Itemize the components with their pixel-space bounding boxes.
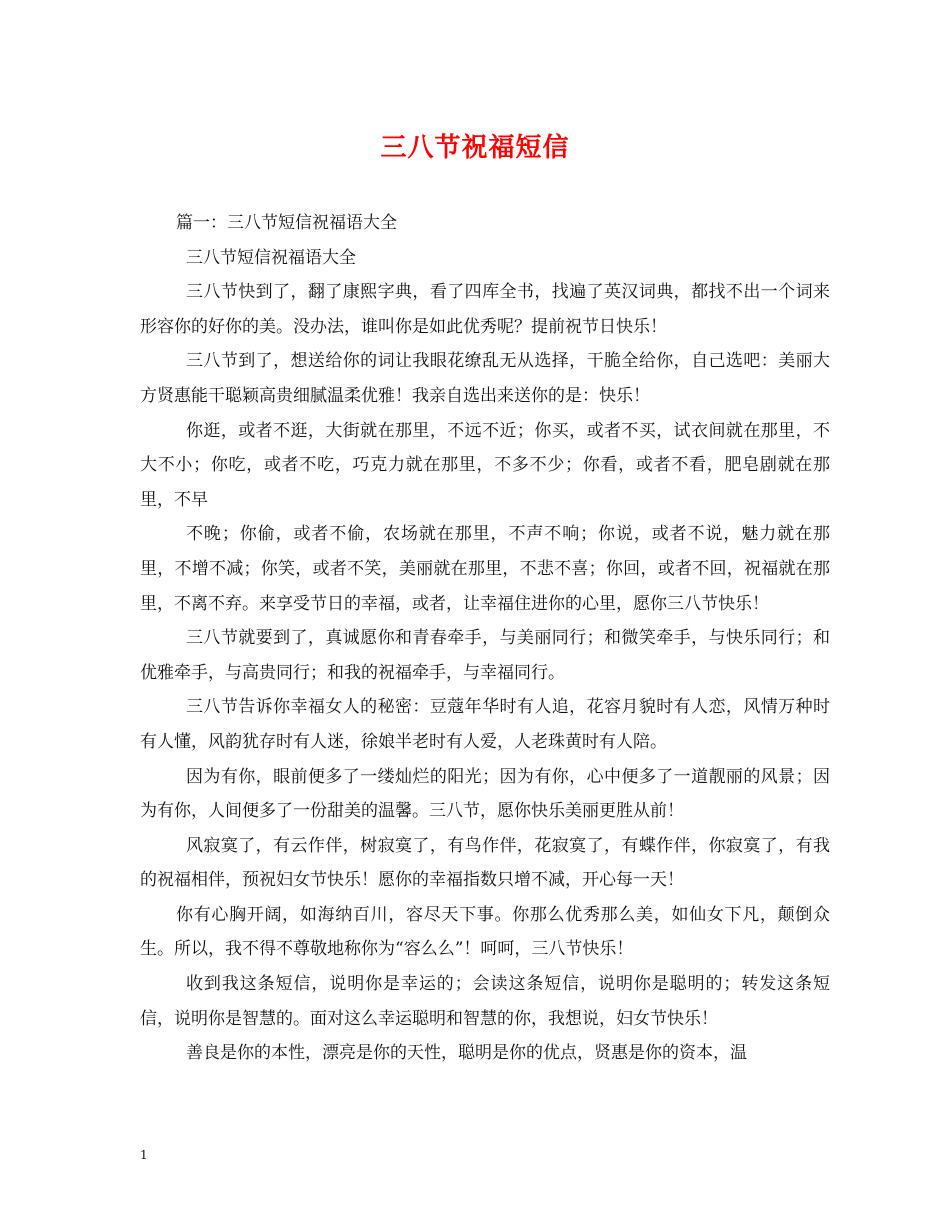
paragraph: 篇一：三八节短信祝福语大全: [176, 213, 397, 233]
paragraph: 因为有你，眼前便多了一缕灿烂的阳光；因为有你，心中便多了一道靓丽的风景；因为有你，人间便多了一份甜美的温馨。三八节，愿你快乐美丽更胜从前！: [140, 766, 830, 822]
paragraph: 你逛，或者不逛，大街就在那里，不远不近；你买，或者不买，试衣间就在那里，不大不小；你吃，或者不吃，巧克力就在那里，不多不少；你看，或者不看，肥皂剧就在那里，不早: [140, 420, 830, 510]
paragraph: 收到我这条短信，说明你是幸运的；会读这条短信，说明你是聪明的；转发这条短信，说明你是智慧的。面对这么幸运聪明和智慧的你，我想说，妇女节快乐！: [140, 974, 830, 1029]
paragraph: 三八节就要到了，真诚愿你和青春牵手，与美丽同行；和微笑牵手，与快乐同行；和优雅牵手，与高贵同行；和我的祝福牵手，与幸福同行。: [140, 628, 830, 683]
paragraph: 三八节到了，想送给你的词让我眼花缭乱无从选择，干脆全给你，自己选吧：美丽大方贤惠能干聪颖高贵细腻温柔优雅！我亲自选出来送你的是：快乐！: [140, 351, 830, 406]
paragraph: 你有心胸开阔，如海纳百川，容尽天下事。你那么优秀那么美，如仙女下凡，颠倒众生。所以，我不得不尊敬地称你为“容么么”！呵呵，三八节快乐！: [140, 904, 830, 960]
document-title: 三八节祝福短信: [380, 133, 570, 163]
document-body: [140, 206, 830, 1071]
paragraph: 善良是你的本性，漂亮是你的天性，聪明是你的优点，贤惠是你的资本，温: [186, 1043, 747, 1064]
page-number: 1: [140, 1148, 148, 1162]
paragraph: 不晚；你偷，或者不偷，农场就在那里，不声不响；你说，或者不说，魅力就在那里，不增不减；你笑，或者不笑，美丽就在那里，不悲不喜；你回，或者不回，祝福就在那里，不离不弃。来享受节日的幸福，或者，让幸福住进你的心里，愿你三八节快乐！: [140, 524, 830, 614]
paragraph: 风寂寞了，有云作伴，树寂寞了，有鸟作伴，花寂寞了，有蝶作伴，你寂寞了，有我的祝福相伴，预祝妇女节快乐！愿你的幸福指数只增不减，开心每一天！: [140, 835, 830, 891]
paragraph: 三八节快到了，翻了康熙字典，看了四库全书，找遍了英汉词典，都找不出一个词来形容你的好你的美。没办法，谁叫你是如此优秀呢？提前祝节日快乐！: [140, 282, 830, 337]
paragraph: 三八节告诉你幸福女人的秘密：豆蔻年华时有人追，花容月貌时有人恋，风情万种时有人懂，风韵犹存时有人迷，徐娘半老时有人爱，人老珠黄时有人陪。: [140, 697, 830, 752]
paragraph: 三八节短信祝福语大全: [186, 247, 356, 268]
